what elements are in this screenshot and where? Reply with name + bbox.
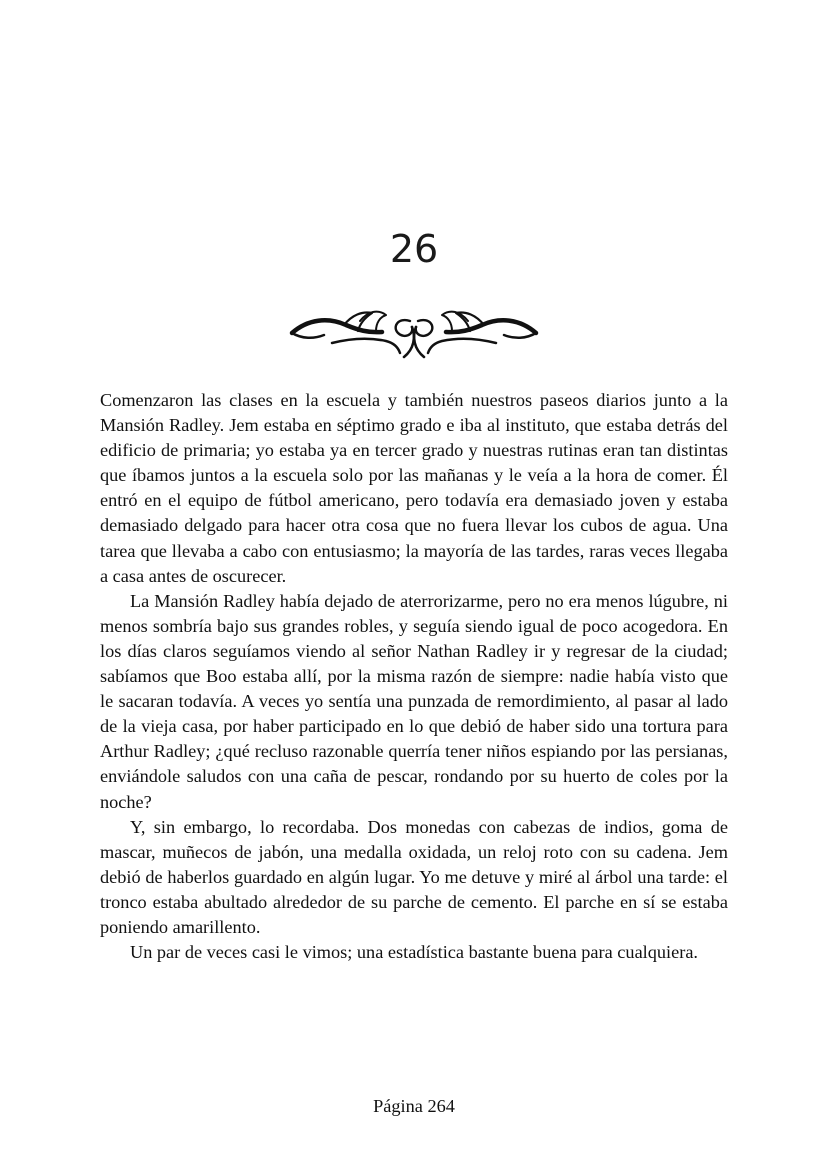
chapter-number: 26	[389, 227, 439, 271]
paragraph: Comenzaron las clases en la escuela y también nuestros paseos diarios junto a la Mansión Radley. Jem estaba en séptimo grado e iba al instituto, que estaba detrás del edificio de primaria; yo estaba ya en tercer grado y nuestras rutinas eran tan distintas que íbamos juntos a la escuela solo por las mañanas y le veía a la hora de comer. Él entró en el equipo de fútbol americano, pero todavía era demasiado joven y estaba demasiado delgado para hacer otra cosa que no fuera llevar los cubos de agua. Una tarea que llevaba a cabo con entusiasmo; la mayoría de las tardes, raras veces llegaba a casa antes de oscurecer.	[100, 390, 728, 586]
paragraph: Un par de veces casi le vimos; una estadística bastante buena para cualquiera.	[130, 942, 699, 963]
flourish-ornament-icon	[288, 303, 540, 361]
page-number: Página 264	[373, 1096, 455, 1116]
paragraph: La Mansión Radley había dejado de aterrorizarme, pero no era menos lúgubre, ni menos sombría bajo sus grandes robles, y seguía siendo igual de poco acogedora. En los días claros seguíamos viendo al señor Nathan Radley ir y regresar de la ciudad; sabíamos que Boo estaba allí, por la misma razón de siempre: nadie había visto que le sacaran todavía. A veces yo sentía una punzada de remordimiento, al pasar al lado de la vieja casa, por haber participado en lo que debió de haber sido una tortura para Arthur Radley; ¿qué recluso razonable querría tener niños espiando por las persianas, enviándole saludos con una caña de pescar, rondando por su huerto de coles por la noche?	[100, 590, 728, 812]
paragraph: Y, sin embargo, lo recordaba. Dos monedas con cabezas de indios, goma de mascar, muñecos de jabón, una medalla oxidada, un reloj roto con su cadena. Jem debió de haberlos guardado en algún lugar. Yo me detuve y miré al árbol una tarde: el tronco estaba abultado alrededor de su parche de cemento. El parche en sí se estaba poniendo amarillento.	[100, 816, 728, 937]
chapter-body	[100, 388, 728, 965]
